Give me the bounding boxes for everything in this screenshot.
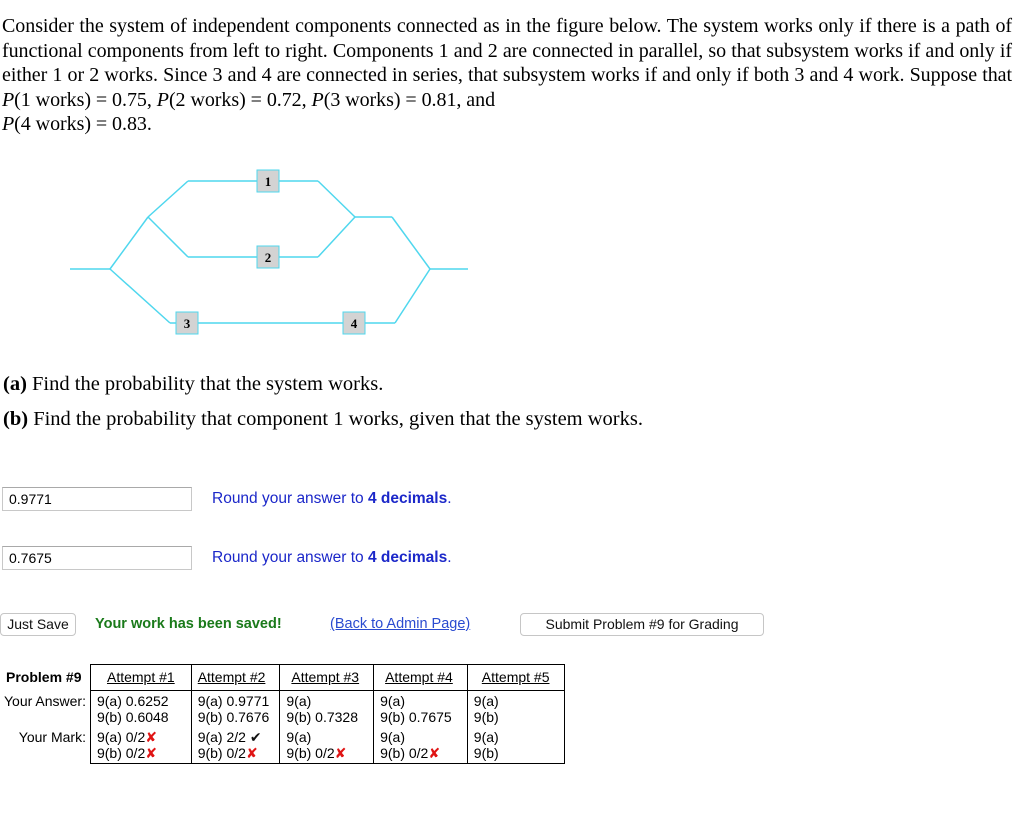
answer-label: Your Answer: bbox=[4, 692, 86, 709]
just-save-button[interactable]: Just Save bbox=[0, 613, 76, 636]
part-a-text: Find the probability that the system works. bbox=[26, 373, 384, 395]
part-b-label: (b) bbox=[3, 408, 29, 430]
problem-statement bbox=[2, 14, 1012, 137]
cross-icon: ✘ bbox=[334, 745, 347, 761]
answer-a-value: 9(a) 0.9771 bbox=[197, 693, 270, 709]
answer-a-hint bbox=[212, 490, 452, 508]
answer-b-value: 9(b) 0.7328 bbox=[286, 709, 358, 725]
attempt-5-answer bbox=[467, 691, 564, 728]
cross-icon: ✘ bbox=[428, 745, 441, 761]
probability-3: (3 works) = 0.81, and bbox=[323, 88, 496, 111]
attempt-5-link[interactable]: Attempt #5 bbox=[481, 669, 550, 685]
attempt-4-answer bbox=[374, 691, 468, 728]
attempt-1-header[interactable] bbox=[90, 665, 191, 691]
problem-label: Problem #9 bbox=[6, 668, 82, 685]
answer-a-value: 9(a) 0.6252 bbox=[96, 693, 169, 709]
answer-b-value: 9(b) 0.6048 bbox=[96, 709, 169, 725]
problem-text-part: Consider the system of independent components connected as in the figure below. The system works only if there is a path of functional components from left to right. Components 1 and 2 are connected in parallel, so that subsystem works if and only if either 1 or 2 works. Since 3 and 4 are connected in series, that subsystem works if and only if both 3 and 4 work. Suppose that bbox=[2, 15, 1012, 86]
mark-a-value: 9(a) 0/2 bbox=[96, 729, 146, 745]
part-a-question bbox=[3, 373, 383, 396]
probability-symbol: P bbox=[156, 88, 169, 111]
svg-text:3: 3 bbox=[183, 316, 191, 331]
mark-a-value: 9(a) bbox=[473, 729, 499, 745]
probability-4: (4 works) = 0.83. bbox=[14, 113, 152, 135]
answer-b-value: 9(b) 0.7676 bbox=[197, 709, 270, 725]
component-1 bbox=[257, 170, 279, 192]
check-icon: ✔ bbox=[249, 729, 262, 745]
hint-text: Round your answer to bbox=[212, 490, 368, 507]
component-3 bbox=[176, 312, 198, 334]
answer-a-input[interactable] bbox=[2, 487, 192, 511]
submit-for-grading-button[interactable]: Submit Problem #9 for Grading bbox=[520, 613, 764, 636]
mark-b-value: 9(b) 0/2 bbox=[286, 745, 335, 761]
hint-decimals: 4 decimals bbox=[367, 490, 448, 507]
attempt-2-mark bbox=[191, 727, 280, 764]
component-2 bbox=[257, 246, 279, 268]
attempt-2-link[interactable]: Attempt #2 bbox=[197, 669, 266, 685]
mark-b-value: 9(b) bbox=[473, 745, 499, 761]
mark-label: Your Mark: bbox=[18, 729, 86, 745]
mark-a-value: 9(a) bbox=[380, 729, 405, 745]
answer-row bbox=[0, 691, 564, 728]
answer-a-value: 9(a) bbox=[473, 693, 499, 709]
attempts-table bbox=[0, 664, 565, 764]
mark-a-value: 9(a) bbox=[286, 729, 312, 745]
hint-period: . bbox=[447, 549, 452, 566]
attempt-3-mark bbox=[280, 727, 374, 764]
attempt-3-link[interactable]: Attempt #3 bbox=[291, 669, 360, 685]
attempt-3-answer bbox=[280, 691, 374, 728]
attempt-1-link[interactable]: Attempt #1 bbox=[106, 669, 175, 685]
hint-period: . bbox=[447, 490, 452, 507]
answer-b-value: 9(b) bbox=[473, 709, 499, 725]
cross-icon: ✘ bbox=[145, 729, 157, 745]
part-b-question bbox=[3, 408, 643, 431]
probability-1: (1 works) = 0.75, bbox=[14, 88, 157, 111]
system-diagram bbox=[60, 165, 480, 345]
cross-icon: ✘ bbox=[145, 745, 157, 761]
mark-a-value: 9(a) 2/2 bbox=[197, 729, 246, 745]
mark-row bbox=[0, 727, 564, 764]
attempt-1-mark bbox=[90, 727, 191, 764]
attempt-4-header[interactable] bbox=[374, 665, 468, 691]
hint-decimals: 4 decimals bbox=[367, 549, 448, 566]
answer-b-value: 9(b) 0.7675 bbox=[380, 709, 452, 725]
saved-message: Your work has been saved! bbox=[95, 616, 282, 632]
part-a-label: (a) bbox=[3, 373, 27, 395]
probability-symbol: P bbox=[311, 88, 324, 111]
attempt-5-header[interactable] bbox=[467, 665, 564, 691]
probability-symbol: P bbox=[2, 88, 15, 111]
svg-text:1: 1 bbox=[264, 174, 272, 189]
attempt-2-header[interactable] bbox=[191, 665, 280, 691]
attempt-4-mark bbox=[374, 727, 468, 764]
attempt-1-answer bbox=[90, 691, 191, 728]
answer-b-hint bbox=[212, 549, 452, 567]
mark-b-value: 9(b) 0/2 bbox=[96, 745, 146, 761]
attempt-5-mark bbox=[467, 727, 564, 764]
back-to-admin-link[interactable]: (Back to Admin Page) bbox=[330, 616, 471, 632]
hint-text: Round your answer to bbox=[212, 549, 368, 566]
svg-text:2: 2 bbox=[264, 250, 272, 265]
attempt-4-link[interactable]: Attempt #4 bbox=[385, 669, 453, 685]
svg-text:4: 4 bbox=[350, 316, 358, 331]
answer-a-value: 9(a) bbox=[286, 693, 312, 709]
mark-b-value: 9(b) 0/2 bbox=[197, 745, 246, 761]
answer-b-input[interactable] bbox=[2, 546, 192, 570]
probability-symbol: P bbox=[2, 113, 15, 135]
answer-a-value: 9(a) bbox=[380, 693, 405, 709]
part-b-text: Find the probability that component 1 works, given that the system works. bbox=[28, 408, 643, 430]
cross-icon: ✘ bbox=[245, 745, 258, 761]
probability-2: (2 works) = 0.72, bbox=[168, 88, 312, 111]
component-4 bbox=[343, 312, 365, 334]
mark-b-value: 9(b) 0/2 bbox=[380, 745, 429, 761]
attempt-2-answer bbox=[191, 691, 280, 728]
attempt-3-header[interactable] bbox=[280, 665, 374, 691]
